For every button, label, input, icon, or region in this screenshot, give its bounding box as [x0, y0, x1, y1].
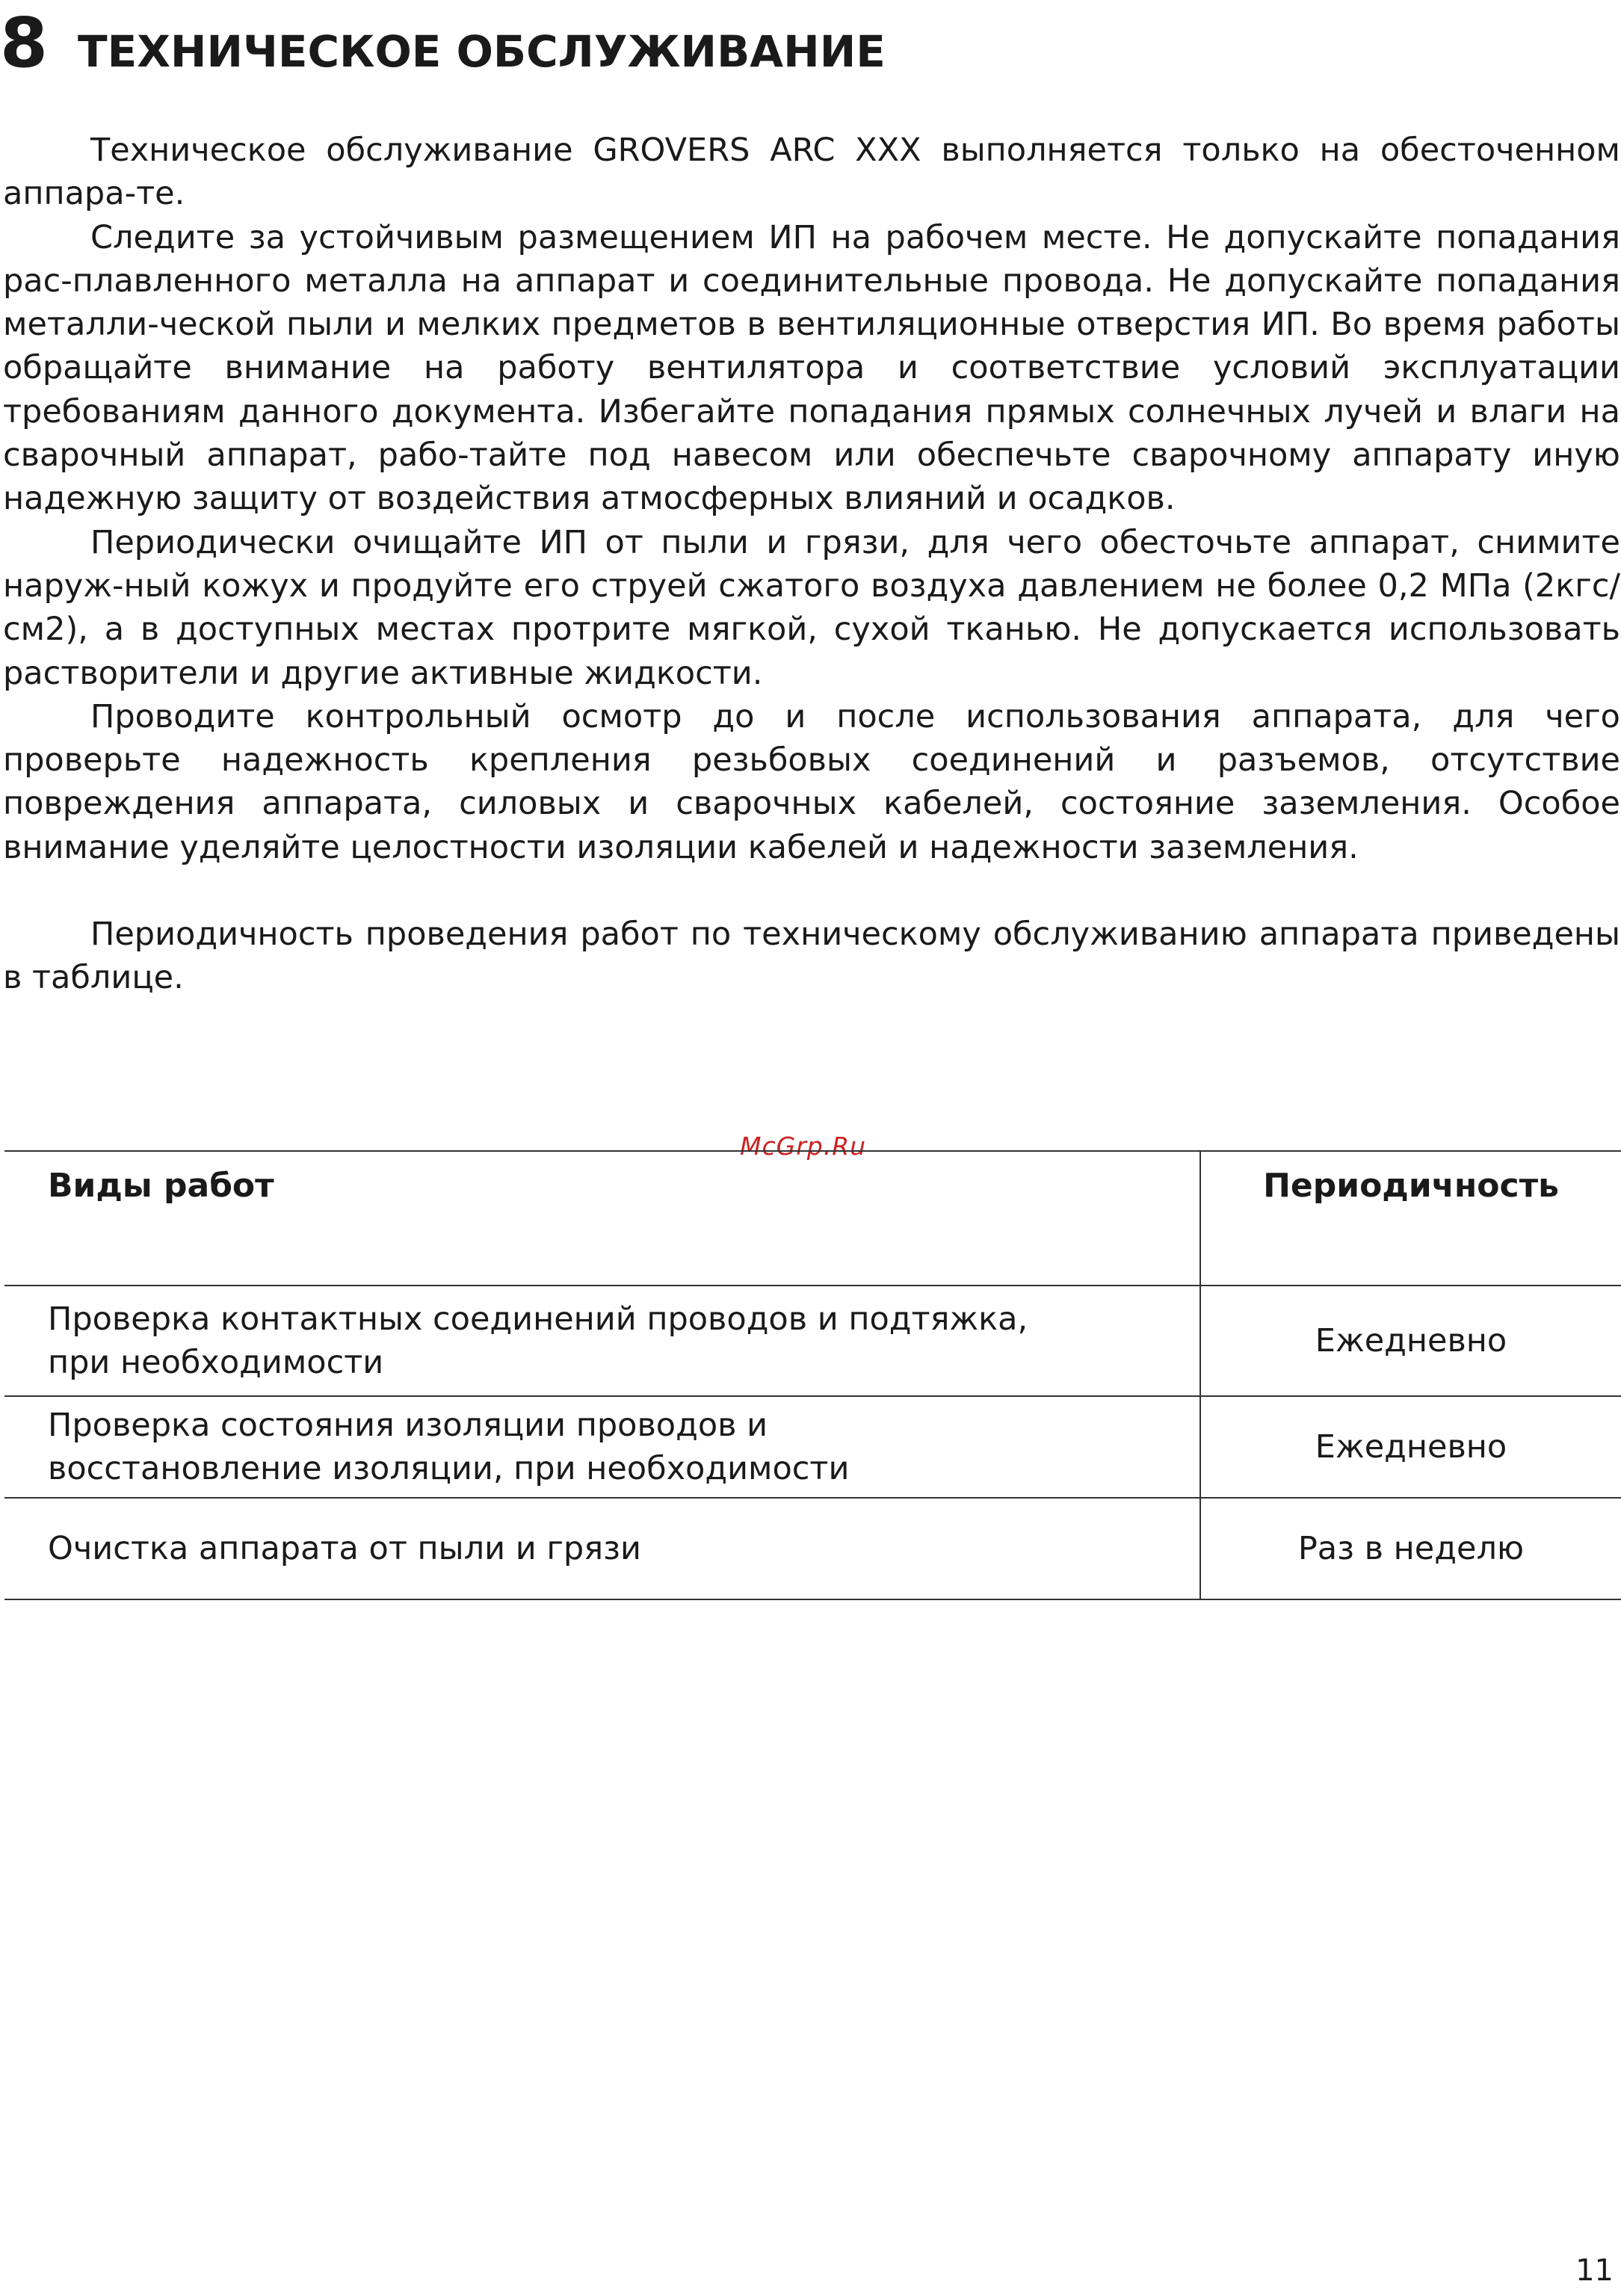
- period-cell: Ежедневно: [1200, 1396, 1621, 1498]
- work-text-line: Проверка контактных соединений проводов и подтяжка,: [48, 1300, 1028, 1338]
- header-periodicity: Периодичность: [1200, 1151, 1621, 1286]
- work-cell: [4, 1396, 1200, 1498]
- paragraph-5: Периодичность проведения работ по техническому обслуживанию аппарата приведены в таблице.: [3, 916, 1620, 997]
- body-text: [3, 129, 1620, 1000]
- work-cell: [4, 1498, 1200, 1599]
- paragraph-1: Техническое обслуживание GROVERS ARC XXX выполняется только на обесточенном аппара-те.: [3, 132, 1620, 213]
- paragraph-3: Периодически очищайте ИП от пыли и грязи, для чего обесточьте аппарат, снимите наруж-ный кожух и продуйте его струей сжатого воздуха давлением не более 0,2 МПа (2кгс/см2), а в доступных местах протрите мягкой, сухой тканью. Не допускается использовать растворители и другие активные жидкости.: [3, 523, 1620, 692]
- maintenance-table: [4, 1150, 1621, 1600]
- section-heading: [0, 3, 886, 83]
- chapter-title: ТЕХНИЧЕСКОЕ ОБСЛУЖИВАНИЕ: [78, 26, 886, 77]
- paragraph-2: Следите за устойчивым размещением ИП на рабочем месте. Не допускайте попадания рас-плавленного металла на аппарат и соединительные провода. Не допускайте попадания металли-ческой пыли и мелких предметов в вентиляционные отверстия ИП. Во время работы обращайте внимание на работу вентилятора и соответствие условий эксплуатации требованиям данного документа. Избегайте попадания прямых солнечных лучей и влаги на сварочный аппарат, рабо-тайте под навесом или обеспечьте сварочному аппарату иную надежную защиту от воздействия атмосферных влияний и осадков.: [3, 218, 1620, 518]
- table-header-row: [4, 1151, 1621, 1286]
- work-text-line: Очистка аппарата от пыли и грязи: [48, 1530, 641, 1567]
- period-cell: Ежедневно: [1200, 1286, 1621, 1396]
- period-cell: Раз в неделю: [1200, 1498, 1621, 1599]
- table-row: [4, 1396, 1621, 1498]
- chapter-number: 8: [0, 3, 49, 83]
- work-cell: [4, 1286, 1200, 1396]
- work-text-line: восстановление изоляции, при необходимости: [48, 1450, 850, 1487]
- watermark: McGrp.Ru: [740, 1132, 867, 1161]
- header-work-types: Виды работ: [4, 1151, 1200, 1286]
- table-row: [4, 1498, 1621, 1599]
- work-text-line: Проверка состояния изоляции проводов и: [48, 1407, 768, 1444]
- page-number: 11: [1575, 2253, 1614, 2288]
- table-row: [4, 1286, 1621, 1396]
- work-text-line: при необходимости: [48, 1344, 384, 1381]
- paragraph-4: Проводите контрольный осмотр до и после использования аппарата, для чего проверьте надежность крепления резьбовых соединений и разъемов, отсутствие повреждения аппарата, силовых и сварочных кабелей, состояние заземления. Особое внимание уделяйте целостности изоляции кабелей и надежности заземления.: [3, 697, 1620, 866]
